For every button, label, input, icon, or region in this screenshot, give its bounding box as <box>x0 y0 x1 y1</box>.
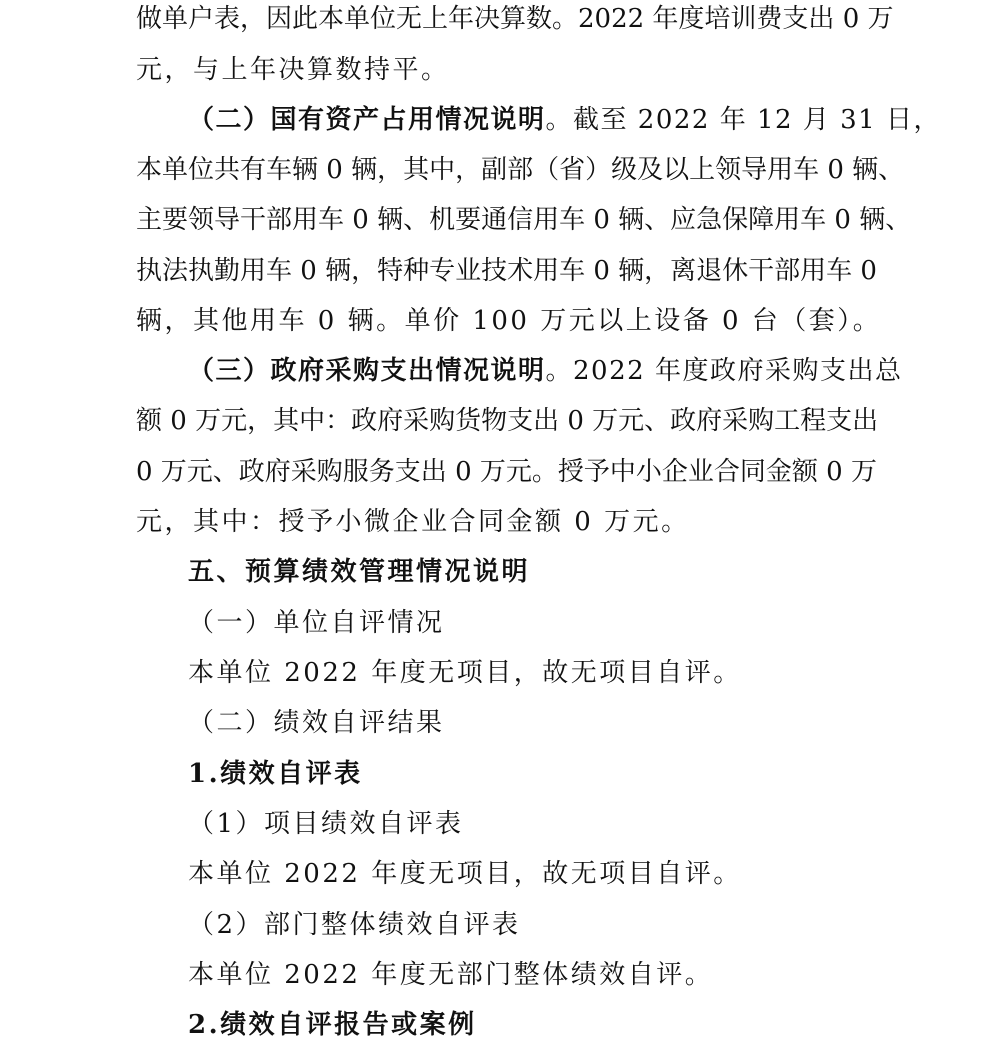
subsection-heading: （1）项目绩效自评表 <box>188 809 464 839</box>
section-heading-performance: 五、预算绩效管理情况说明 <box>188 557 531 587</box>
section-asset-heading <box>188 103 941 137</box>
paragraph-line: 本单位 2022 年度无部门整体绩效自评。 <box>188 960 714 990</box>
section-asset-title: （二）国有资产占用情况说明 <box>188 105 546 135</box>
paragraph-line: 额 0 万元，其中：政府采购货物支出 0 万元、政府采购工程支出 <box>136 406 879 436</box>
subsection-heading: （二）绩效自评结果 <box>188 708 445 738</box>
section-procurement-heading <box>188 354 902 388</box>
subsection-heading: （2）部门整体绩效自评表 <box>188 910 521 940</box>
numbered-heading: 2.绩效自评报告或案例 <box>188 1010 477 1040</box>
numbered-heading: 1.绩效自评表 <box>188 759 363 789</box>
paragraph-line: 辆，其他用车 0 辆。单价 100 万元以上设备 0 台（套）。 <box>136 306 882 336</box>
paragraph-line: 本单位 2022 年度无项目，故无项目自评。 <box>188 658 742 688</box>
paragraph-line: 元，其中：授予小微企业合同金额 0 万元。 <box>136 507 690 537</box>
section-asset-text: 。截至 2022 年 12 月 31 日， <box>545 105 941 135</box>
section-procurement-title: （三）政府采购支出情况说明 <box>188 356 546 386</box>
paragraph-line: 元，与上年决算数持平。 <box>136 55 450 85</box>
paragraph-line: 主要领导干部用车 0 辆、机要通信用车 0 辆、应急保障用车 0 辆、 <box>136 205 912 235</box>
paragraph-line: 本单位共有车辆 0 辆，其中，副部（省）级及以上领导用车 0 辆、 <box>136 155 905 185</box>
subsection-heading: （一）单位自评情况 <box>188 608 445 638</box>
paragraph-line: 做单户表，因此本单位无上年决算数。2022 年度培训费支出 0 万 <box>136 4 894 34</box>
paragraph-line: 0 万元、政府采购服务支出 0 万元。授予中小企业合同金额 0 万 <box>136 457 877 487</box>
paragraph-line: 执法执勤用车 0 辆，特种专业技术用车 0 辆，离退休干部用车 0 <box>136 256 877 286</box>
paragraph-line: 本单位 2022 年度无项目，故无项目自评。 <box>188 859 742 889</box>
section-procurement-text: 。2022 年度政府采购支出总 <box>545 356 903 386</box>
